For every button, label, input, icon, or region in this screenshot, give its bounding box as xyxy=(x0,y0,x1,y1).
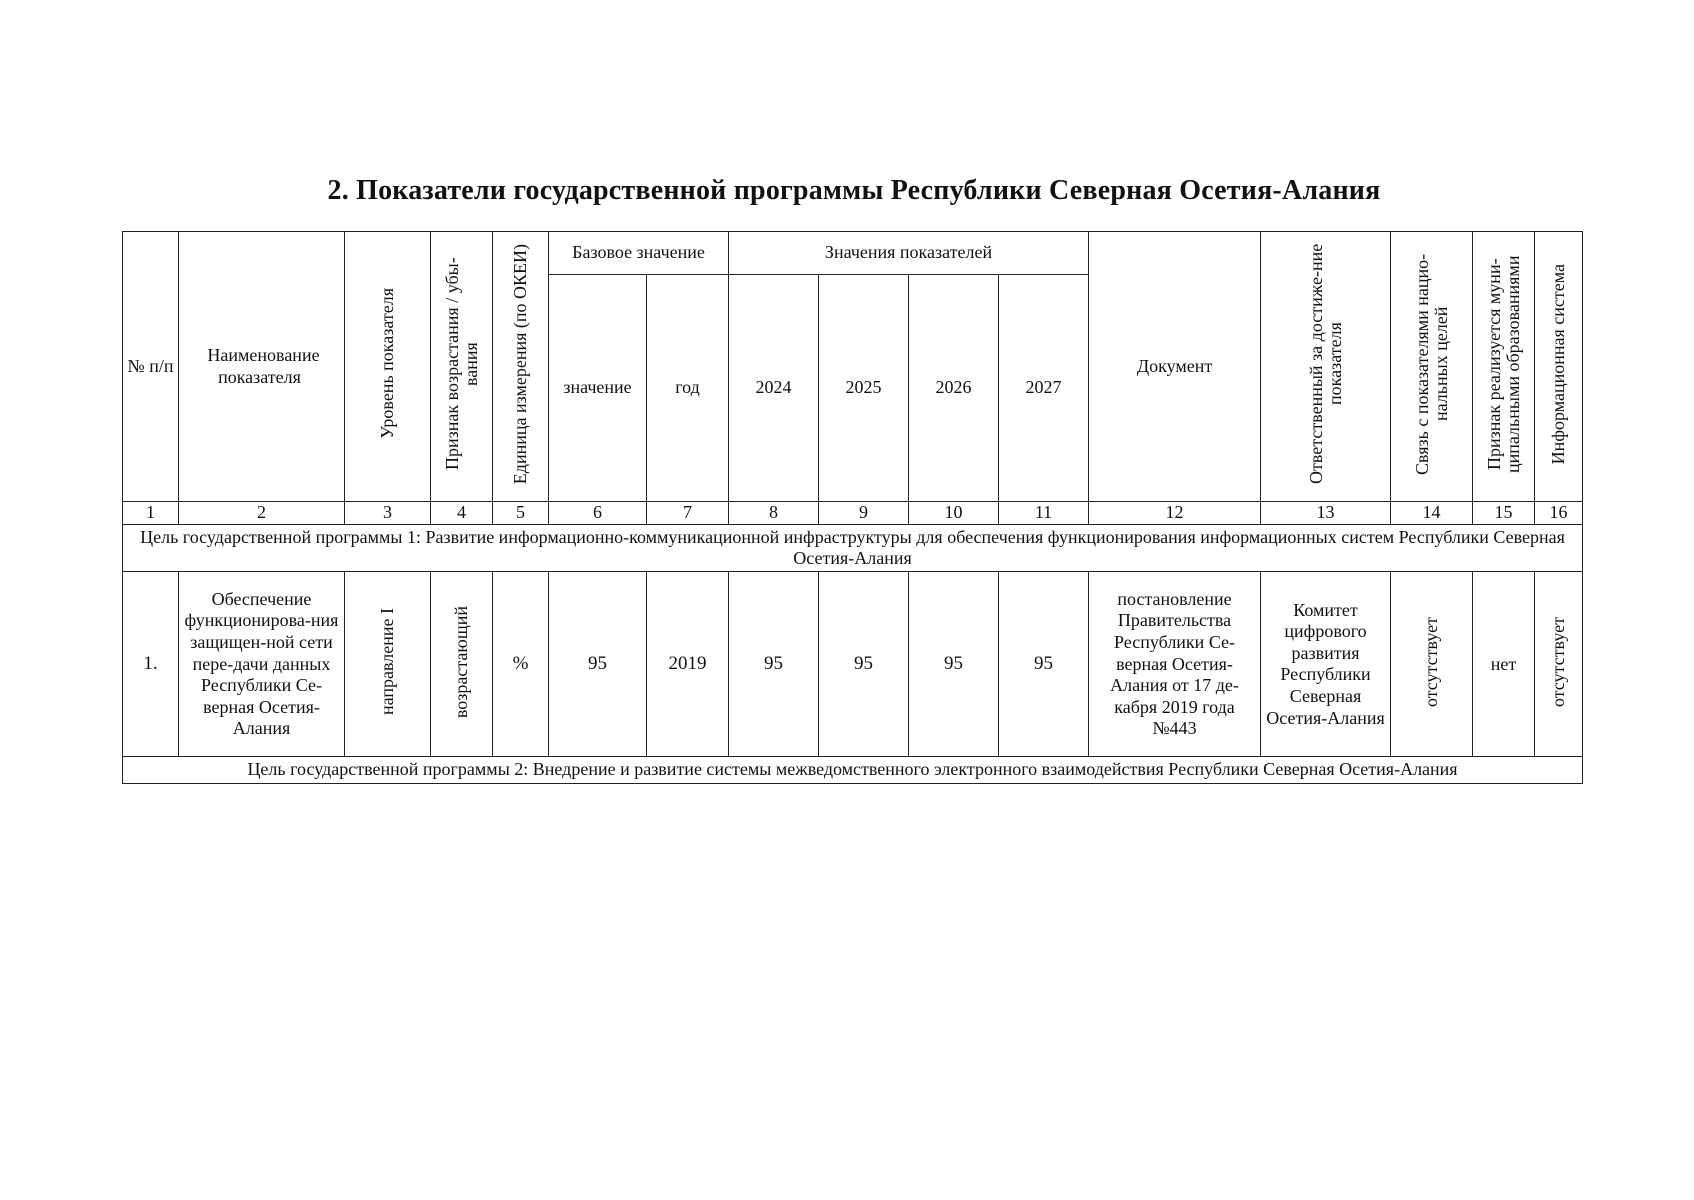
responsible-text: Комитет цифрового развития Республики Северная Осетия-Алания xyxy=(1266,599,1385,728)
header-base-year: год xyxy=(647,275,729,502)
table-row xyxy=(123,572,1583,757)
column-number: 5 xyxy=(493,502,549,525)
header-year-2027: 2027 xyxy=(999,275,1089,502)
column-number: 8 xyxy=(729,502,819,525)
column-number: 1 xyxy=(123,502,179,525)
header-row-top xyxy=(123,232,1583,275)
header-infosys: Информационная система xyxy=(1535,232,1583,502)
column-number: 14 xyxy=(1391,502,1473,525)
value-2024: 95 xyxy=(729,572,819,757)
responsible-cell xyxy=(1261,572,1391,757)
value-2026: 95 xyxy=(909,572,999,757)
column-number: 7 xyxy=(647,502,729,525)
value-2025: 95 xyxy=(819,572,909,757)
indicator-unit: % xyxy=(493,572,549,757)
infosys-text: отсутствует xyxy=(1547,616,1568,707)
column-number: 12 xyxy=(1089,502,1261,525)
indicators-table xyxy=(122,231,1583,784)
header-year-2025: 2025 xyxy=(819,275,909,502)
indicator-name-cell xyxy=(179,572,345,757)
header-sign: Признак возрастания / убы-вания xyxy=(431,232,493,502)
column-number: 15 xyxy=(1473,502,1535,525)
header-base-value: значение xyxy=(549,275,647,502)
column-number: 13 xyxy=(1261,502,1391,525)
indicators-table-container xyxy=(122,231,1582,784)
column-number: 4 xyxy=(431,502,493,525)
header-unit: Единица измерения (по ОКЕИ) xyxy=(493,232,549,502)
indicator-level-cell xyxy=(345,572,431,757)
column-number: 2 xyxy=(179,502,345,525)
goal-1-text: Цель государственной программы 1: Развитие информационно-коммуникационной инфраструктуры для обеспечения функционирования информационных систем Республики Северная Осетия-Алания xyxy=(123,525,1583,572)
indicator-sign: возрастающий xyxy=(450,605,471,718)
column-number: 9 xyxy=(819,502,909,525)
header-document: Документ xyxy=(1089,232,1261,502)
value-2027: 95 xyxy=(999,572,1089,757)
header-year-2024: 2024 xyxy=(729,275,819,502)
header-municipal: Признак реализуется муни-ципальными образованиями xyxy=(1473,232,1535,502)
page-title: 2. Показатели государственной программы Республики Северная Осетия-Алания xyxy=(327,175,1381,206)
column-number: 10 xyxy=(909,502,999,525)
row-number: 1. xyxy=(123,572,179,757)
header-responsible: Ответственный за достиже-ние показателя xyxy=(1261,232,1391,502)
header-name: Наименование показателя xyxy=(179,232,345,502)
base-year: 2019 xyxy=(647,572,729,757)
indicator-name: Обеспечение функционирова-ния защищен-ной сети пере-дачи данных Республики Се-верная Осетия-Алания xyxy=(184,588,339,739)
municipal-flag: нет xyxy=(1473,572,1535,757)
base-value: 95 xyxy=(549,572,647,757)
national-cell xyxy=(1391,572,1473,757)
national-link: отсутствует xyxy=(1420,616,1441,707)
indicator-sign-cell xyxy=(431,572,493,757)
header-no: № п/п xyxy=(123,232,179,502)
header-year-2026: 2026 xyxy=(909,275,999,502)
column-number: 16 xyxy=(1535,502,1583,525)
header-values-group: Значения показателей xyxy=(729,232,1089,275)
document-text: постановление Правительства Республики Се-верная Осетия-Алания от 17 де-кабря 2019 года №443 xyxy=(1110,588,1239,739)
column-numbers-row xyxy=(123,502,1583,525)
column-number: 3 xyxy=(345,502,431,525)
column-number: 11 xyxy=(999,502,1089,525)
column-number: 6 xyxy=(549,502,647,525)
header-national: Связь с показателями нацио-нальных целей xyxy=(1391,232,1473,502)
document-cell xyxy=(1089,572,1261,757)
goal-2-text: Цель государственной программы 2: Внедрение и развитие системы межведомственного электронного взаимодействия Республики Северная Осетия-Алания xyxy=(123,757,1583,783)
infosys-cell xyxy=(1535,572,1583,757)
header-level: Уровень показателя xyxy=(345,232,431,502)
goal-2-row xyxy=(123,757,1583,783)
header-base-group: Базовое значение xyxy=(549,232,729,275)
goal-1-row xyxy=(123,525,1583,572)
indicator-level: направление I xyxy=(376,608,397,716)
